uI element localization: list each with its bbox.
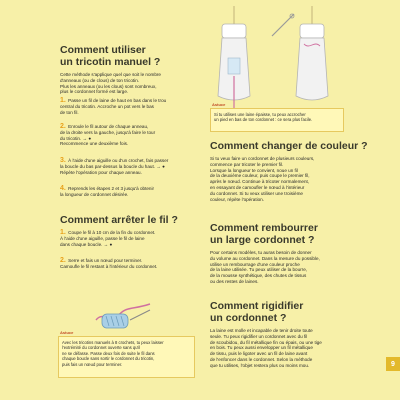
title-arreter: Comment arrêter le fil ?	[60, 214, 178, 226]
rigidifier-text: La laine est molle et incapable de tenir droite toute seule. Tu peux rigidifier un cordonnet avec du fil de scoubidou, du fil métallique fin ou épais, ou une tige en bois. Tu peux aussi envelopper un fil métallique de tissu, puis le ligoter avec un fil de laine avant de l'enfoncer dans le cordonnet. Selon la méthode que tu utilises, l'objet restera plus ou moins mou.	[210, 328, 322, 368]
astuce-text-right: Si tu utilises une laine épaisse, tu peux accrocher un pied en bas de ton cordonnet : ce sera plus facile.	[214, 112, 313, 123]
astuce-text-left: Avec les tricotins manuels à 8 crochets, tu peux laisser l'extrémité du cordonnet ouverte sans qu'il ne se défasse. Passe deux fois de suite le fil dans chaque boucle sans sortir le cordonnet du tricotin, puis fais un nœud pour terminer.	[62, 340, 164, 367]
step-1: 1. Passe un fil de laine de haut en bas dans le trou central du tricotin. Accroche un pot vers le bas de ton fil.	[60, 97, 167, 115]
title-rigidifier: Comment rigidifier un cordonnet ?	[210, 300, 304, 324]
intro-text: Cette méthode s'applique quel que soit le nombre d'anneaux (ou de clous) de ton tricotin. Plus les anneaux (ou les clous) sont nombreux, plus le cordonnet formé est large.	[60, 72, 161, 95]
stop-step-1: 1. Coupe le fil à 10 cm de la fin du cordonnet. À l'aide d'une aiguille, passe le fil de laine dans chaque boucle. → ●	[60, 229, 156, 247]
right-column	[204, 0, 400, 400]
changer-couleur-text: Si tu veux faire un cordonnet de plusieurs couleurs, commence par tricoter le premier fil. Lorsque la longueur te convient, noue un fil de la deuxième couleur, puis coupe le premier fil, après le nœud. Continue à tricoter normalement, en essayant de camoufler le nœud à l'intérieur du cordonnet. Si tu veux utiliser une troisième couleur, répète l'opération.	[210, 156, 315, 202]
step-3: 3. À l'aide d'une aiguille ou d'un crochet, fais passer la boucle du bas par-dessus la boucle du haut. → ● Répète l'opération pour chaque anneau.	[60, 157, 169, 175]
astuce-label-left: Astuce	[60, 330, 74, 335]
step-4: 4. Reprends les étapes 2 et 3 jusqu'à obtenir la longueur de cordonnet désirée.	[60, 185, 155, 197]
tricotin-illustration-2	[290, 6, 334, 108]
page-number: 9	[386, 357, 400, 371]
title-utiliser: Comment utiliser un tricotin manuel ?	[60, 44, 161, 68]
rembourrer-text: Pour certains modèles, tu auras besoin de donner du volume au cordonnet. Dans la mesure du possible, utilise un rembourrage d'une couleur proche de la laine utilisée. Tu peux utiliser de la bourre, de la mousse synthétique, des chutes de tissus ou des restes de laines.	[210, 250, 320, 284]
astuce-label-right: Astuce	[212, 102, 226, 107]
tricotin-illustration-1	[212, 6, 256, 108]
left-column	[0, 0, 196, 400]
title-changer-couleur: Comment changer de couleur ?	[210, 140, 368, 152]
knot-illustration	[94, 300, 154, 334]
step-2: 2. Enroule le fil autour de chaque anneau, de la droite vers la gauche, jusqu'à faire le tour du tricotin. → ● Recommence une deuxième fois.	[60, 123, 156, 147]
title-rembourrer: Comment rembourrer un large cordonnet ?	[210, 222, 318, 246]
stop-step-2: 2. Serre et fais un nœud pour terminer. Camoufle le fil restant à l'intérieur du cordonnet.	[60, 257, 158, 269]
